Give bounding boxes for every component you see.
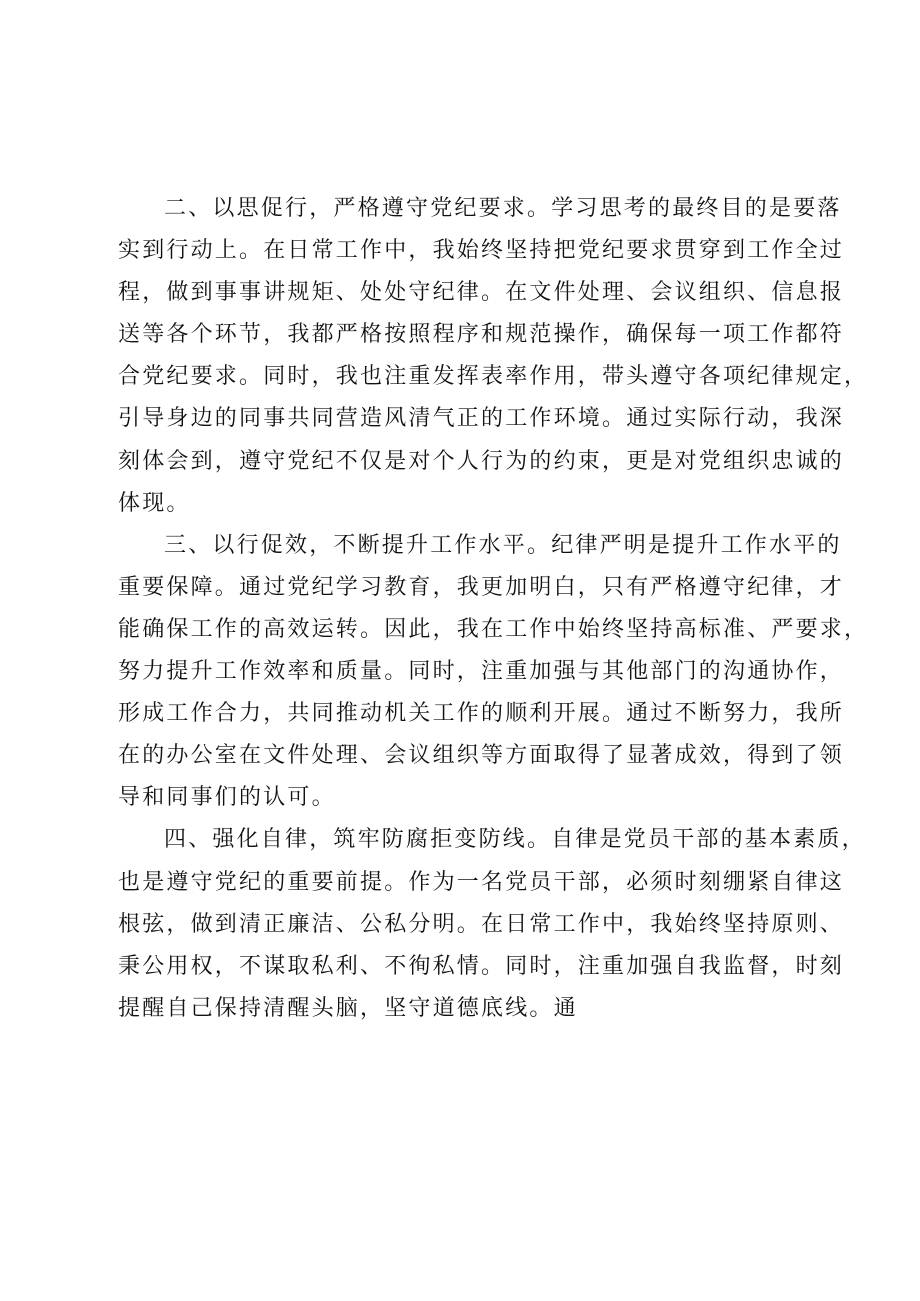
paragraph-line: 根弦，做到清正廉洁、公私分明。在日常工作中，我始终坚持原则、: [118, 911, 845, 937]
paragraph-line: 送等各个环节，我都严格按照程序和规范操作，确保每一项工作都符: [118, 322, 845, 348]
paragraph-line: 三、以行促效，不断提升工作水平。纪律严明是提升工作水平的: [164, 532, 842, 558]
paragraph-line: 实到行动上。在日常工作中，我始终坚持把党纪要求贯穿到工作全过: [118, 238, 845, 264]
paragraph-line: 合党纪要求。同时，我也注重发挥表率作用，带头遵守各项纪律规定，: [118, 364, 869, 390]
paragraph-section-2: [118, 188, 869, 525]
paragraph-line: 也是遵守党纪的重要前提。作为一名党员干部，必须时刻绷紧自律这: [118, 869, 845, 895]
paragraph-line: 在的办公室在文件处理、会议组织等方面取得了显著成效，得到了领: [118, 743, 845, 769]
paragraph-line: 体现。: [118, 490, 191, 516]
paragraph-line: 重要保障。通过党纪学习教育，我更加明白，只有严格遵守纪律，才: [118, 574, 845, 600]
paragraph-line: 程，做到事事讲规矩、处处守纪律。在文件处理、会议组织、信息报: [118, 280, 845, 306]
paragraph-line: 刻体会到，遵守党纪不仅是对个人行为的约束，更是对党组织忠诚的: [118, 448, 845, 474]
paragraph-line: 四、强化自律，筑牢防腐拒变防线。自律是党员干部的基本素质，: [164, 827, 866, 853]
paragraph-section-3: [118, 525, 869, 820]
document-body: [118, 188, 869, 1030]
paragraph-line: 二、以思促行，严格遵守党纪要求。学习思考的最终目的是要落: [164, 196, 842, 221]
paragraph-line: 提醒自己保持清醒头脑，坚守道德底线。通: [118, 995, 578, 1021]
paragraph-line: 引导身边的同事共同营造风清气正的工作环境。通过实际行动，我深: [118, 406, 845, 432]
paragraph-line: 秉公用权，不谋取私利、不徇私情。同时，注重加强自我监督，时刻: [118, 953, 845, 979]
paragraph-line: 能确保工作的高效运转。因此，我在工作中始终坚持高标准、严要求，: [118, 616, 869, 642]
paragraph-section-4: [118, 819, 866, 1029]
paragraph-line: 形成工作合力，共同推动机关工作的顺利开展。通过不断努力，我所: [118, 701, 845, 727]
paragraph-line: 导和同事们的认可。: [118, 785, 336, 811]
paragraph-line: 努力提升工作效率和质量。同时，注重加强与其他部门的沟通协作，: [118, 659, 845, 685]
